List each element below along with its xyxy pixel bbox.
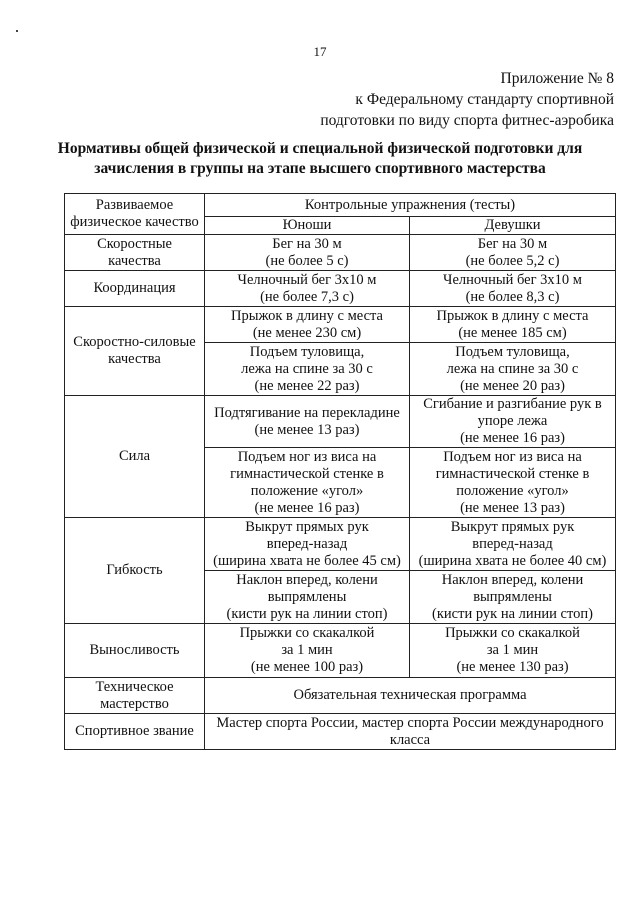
pull-girls-line-1: Сгибание и разгибание рук в [423, 396, 602, 412]
technique-program: Обязательная техническая программа [205, 678, 616, 714]
bend-girls-line-1: Наклон вперед, колени [441, 571, 584, 588]
lift-girls [410, 343, 616, 396]
header-quality-line-2: физическое качество [70, 214, 199, 230]
lift-girls-line-3: (не менее 20 раз) [460, 377, 565, 394]
jump-girls-line-2: (не менее 185 см) [458, 324, 567, 341]
bend-girls [410, 571, 616, 624]
speed-boys-line-2: (не более 5 с) [265, 252, 349, 269]
coordination-boys-line-1: Челночный бег 3х10 м [237, 271, 377, 288]
quality-strength: Сила [65, 396, 205, 518]
endurance-girls-line-2: за 1 мин [486, 642, 539, 658]
coordination-girls-line-2: (не более 8,3 с) [465, 288, 560, 305]
legs-girls-line-3: положение «угол» [456, 482, 569, 499]
jump-girls [410, 307, 616, 343]
scan-speck [16, 30, 18, 32]
coordination-girls-line-1: Челночный бег 3х10 м [443, 271, 582, 288]
twist-girls-line-1: Выкрут прямых рук [450, 518, 575, 535]
header-tests: Контрольные упражнения (тесты) [205, 194, 616, 217]
endurance-boys-line-1: Прыжки со скакалкой [239, 625, 375, 641]
quality-technique-line-1: Техническое [95, 678, 174, 695]
endurance-girls-line-3: (не менее 130 раз) [456, 659, 569, 675]
legs-boys [205, 448, 410, 518]
quality-speed-strength-line-1: Скоростно-силовые [73, 334, 196, 350]
appendix-line-3: подготовки по виду спорта фитнес-аэробика [320, 112, 614, 129]
lift-girls-line-2: лежа на спине за 30 с [446, 360, 579, 377]
pull-girls-line-3: (не менее 16 раз) [460, 430, 565, 446]
appendix-header [320, 68, 614, 131]
lift-boys [205, 343, 410, 396]
document-title [40, 139, 600, 179]
page-number: 17 [313, 44, 327, 59]
lift-boys-line-2: лежа на спине за 30 с [241, 360, 373, 377]
header-quality [65, 194, 205, 235]
coordination-girls [410, 271, 616, 307]
jump-girls-line-1: Прыжок в длину с места [436, 307, 589, 324]
appendix-line-1: Приложение № 8 [500, 70, 614, 87]
pull-boys-line-2: (не менее 13 раз) [254, 421, 360, 438]
speed-boys [205, 235, 410, 271]
legs-girls-line-1: Подъем ног из виса на [443, 448, 582, 465]
title-line-1: Нормативы общей физической и специальной физической подготовки для [57, 140, 583, 157]
bend-girls-line-3: (кисти рук на линии стоп) [432, 605, 593, 622]
quality-rank: Спортивное звание [65, 714, 205, 750]
coordination-boys-line-2: (не более 7,3 с) [260, 288, 354, 305]
quality-coordination: Координация [65, 271, 205, 307]
header-quality-line-1: Развиваемое [95, 197, 174, 213]
jump-boys-line-1: Прыжок в длину с места [231, 307, 383, 324]
pull-girls [410, 396, 616, 448]
quality-speed-strength [65, 307, 205, 396]
lift-girls-line-1: Подъем туловища, [455, 343, 570, 360]
quality-technique-line-2: мастерство [100, 695, 169, 712]
speed-girls-line-2: (не более 5,2 с) [465, 252, 560, 269]
quality-flexibility: Гибкость [65, 518, 205, 624]
twist-boys-line-3: (ширина хвата не более 45 см) [213, 552, 401, 569]
bend-boys-line-2: выпрямлены [267, 588, 347, 605]
bend-boys-line-1: Наклон вперед, колени [236, 571, 378, 588]
twist-boys-line-1: Выкрут прямых рук [245, 518, 369, 535]
legs-boys-line-4: (не менее 16 раз) [254, 499, 360, 516]
jump-boys [205, 307, 410, 343]
endurance-girls-line-1: Прыжки со скакалкой [445, 625, 580, 641]
twist-girls [410, 518, 616, 571]
legs-boys-line-1: Подъем ног из виса на [237, 448, 377, 465]
endurance-boys [205, 624, 410, 678]
pull-girls-line-2: упоре лежа [477, 413, 548, 429]
bend-girls-line-2: выпрямлены [473, 588, 552, 605]
bend-boys [205, 571, 410, 624]
twist-boys [205, 518, 410, 571]
title-line-2: зачисления в группы на этапе высшего спортивного мастерства [94, 160, 546, 177]
speed-boys-line-1: Бег на 30 м [272, 235, 342, 252]
quality-speed-line-1: Скоростные [97, 235, 172, 252]
lift-boys-line-1: Подъем туловища, [249, 343, 365, 360]
lift-boys-line-3: (не менее 22 раз) [254, 377, 360, 394]
quality-endurance: Выносливость [65, 624, 205, 678]
twist-girls-line-3: (ширина хвата не более 40 см) [418, 552, 607, 569]
legs-boys-line-3: положение «угол» [250, 482, 364, 499]
appendix-line-2: к Федеральному стандарту спортивной [355, 91, 614, 108]
rank-value [205, 714, 616, 750]
quality-speed-line-2: качества [108, 252, 161, 269]
header-girls: Девушки [410, 217, 616, 235]
jump-boys-line-2: (не менее 230 см) [252, 324, 362, 341]
quality-speed [65, 235, 205, 271]
legs-girls [410, 448, 616, 518]
norms-table [64, 193, 616, 750]
twist-girls-line-2: вперед-назад [472, 535, 553, 552]
quality-technique [65, 678, 205, 714]
speed-girls-line-1: Бег на 30 м [477, 235, 548, 252]
legs-boys-line-2: гимнастической стенке в [230, 465, 384, 482]
pull-boys [205, 396, 410, 448]
pull-boys-line-1: Подтягивание на перекладине [214, 404, 400, 421]
legs-girls-line-4: (не менее 13 раз) [460, 499, 565, 516]
header-boys: Юноши [205, 217, 410, 235]
quality-speed-strength-line-2: качества [108, 351, 161, 367]
rank-value-line-2: класса [389, 731, 431, 748]
twist-boys-line-2: вперед-назад [266, 535, 348, 552]
legs-girls-line-2: гимнастической стенке в [435, 465, 590, 482]
endurance-boys-line-2: за 1 мин [281, 642, 333, 658]
coordination-boys [205, 271, 410, 307]
endurance-boys-line-3: (не менее 100 раз) [250, 659, 364, 675]
bend-boys-line-3: (кисти рук на линии стоп) [226, 605, 388, 622]
rank-value-line-1: Мастер спорта России, мастер спорта России международного [216, 714, 604, 731]
endurance-girls [410, 624, 616, 678]
speed-girls [410, 235, 616, 271]
